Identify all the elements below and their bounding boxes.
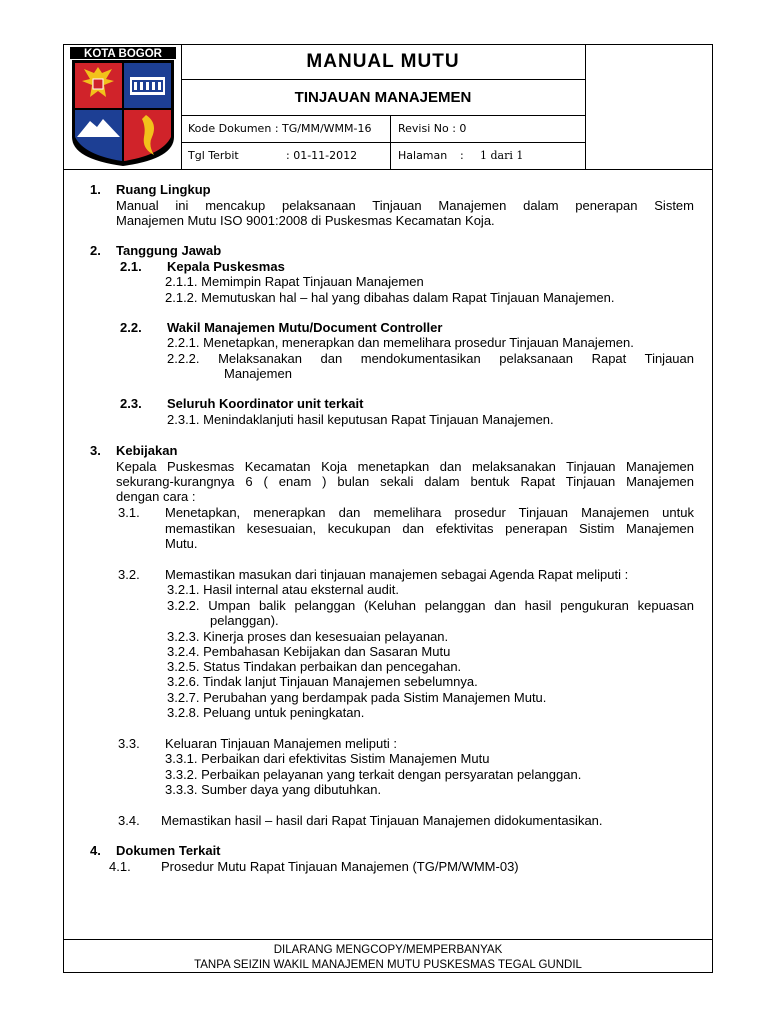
section-title: Dokumen Terkait xyxy=(116,843,221,858)
list-number: 3.2. xyxy=(118,567,140,582)
list-item: 3.2.3. Kinerja proses dan kesesuaian pelayanan. xyxy=(167,629,449,644)
list-item: Keluaran Tinjauan Manajemen meliputi : xyxy=(165,736,397,751)
tgl-value: : 01-11-2012 xyxy=(286,149,358,162)
list-item-continuation: Mutu. xyxy=(165,536,198,551)
document-body xyxy=(64,169,712,939)
section-number: 1. xyxy=(90,182,101,197)
kode-value: : TG/MM/WMM-16 xyxy=(274,122,372,135)
subsection-number: 2.2. xyxy=(120,320,142,335)
section-title: Kebijakan xyxy=(116,443,178,458)
halaman xyxy=(391,143,585,170)
list-item: 3.2.8. Peluang untuk peningkatan. xyxy=(167,705,365,720)
footer-line-2: TANPA SEIZIN WAKIL MANAJEMEN MUTU PUSKESMAS TEGAL GUNDIL xyxy=(194,959,582,971)
meta-row-1 xyxy=(181,116,585,143)
logo-text: KOTA BOGOR xyxy=(84,48,162,60)
kode-label: Kode Dokumen xyxy=(188,122,272,135)
tgl-label: Tgl Terbit xyxy=(188,149,239,162)
list-item: 3.3.2. Perbaikan pelayanan yang terkait dengan persyaratan pelanggan. xyxy=(165,767,582,782)
list-item: 3.2.5. Status Tindakan perbaikan dan pencegahan. xyxy=(167,659,462,674)
meta-row-2 xyxy=(181,143,585,170)
list-item: Prosedur Mutu Rapat Tinjauan Manajemen (TG/PM/WMM-03) xyxy=(161,859,519,874)
document-frame xyxy=(63,44,713,973)
list-item: Memastikan hasil – hasil dari Rapat Tinjauan Manajemen didokumentasikan. xyxy=(161,813,603,828)
halaman-value: 1 dari 1 xyxy=(480,149,524,162)
list-item: 3.2.2. Umpan balik pelanggan (Keluhan pelanggan dan hasil pengukuran kepuasan xyxy=(167,598,694,613)
section-number: 4. xyxy=(90,843,101,858)
list-item: 2.1.1. Memimpin Rapat Tinjauan Manajemen xyxy=(165,274,424,289)
kota-bogor-logo xyxy=(64,45,181,169)
title-cell xyxy=(181,45,586,169)
list-item: Menetapkan, menerapkan dan memelihara prosedur Tinjauan Manajemen untuk xyxy=(165,505,694,520)
halaman-label: Halaman xyxy=(398,149,448,162)
list-item: 2.2.2. Melaksanakan dan mendokumentasikan pelaksanaan Rapat Tinjauan xyxy=(167,351,694,366)
subsection-title: Seluruh Koordinator unit terkait xyxy=(167,396,364,411)
subsection-title: Kepala Puskesmas xyxy=(167,259,285,274)
section-title: Ruang Lingkup xyxy=(116,182,211,197)
logo-cell xyxy=(64,45,182,169)
list-item: 3.3.3. Sumber daya yang dibutuhkan. xyxy=(165,782,382,797)
list-item-continuation: pelanggan). xyxy=(210,613,279,628)
document-type-title: MANUAL MUTU xyxy=(181,45,585,80)
paragraph-line: sekurang-kurangnya 6 ( enam ) bulan sekali dalam bentuk Rapat Tinjauan Manajemen xyxy=(116,474,694,489)
section-title: Tanggung Jawab xyxy=(116,243,222,258)
paragraph-line: Manual ini mencakup pelaksanaan Tinjauan Manajemen dalam penerapan Sistem xyxy=(116,198,694,213)
tgl-terbit xyxy=(181,143,391,170)
list-number: 3.1. xyxy=(118,505,140,520)
list-item: 3.2.4. Pembahasan Kebijakan dan Sasaran Mutu xyxy=(167,644,451,659)
section-number: 3. xyxy=(90,443,101,458)
list-number: 3.4. xyxy=(118,813,140,828)
list-item-continuation: memastikan kesesuaian, kecukupan dan efektivitas penerapan Sistim Manajemen xyxy=(165,521,694,536)
subsection-number: 2.3. xyxy=(120,396,142,411)
revisi-no: Revisi No : 0 xyxy=(398,122,467,135)
list-item: 2.3.1. Menindaklanjuti hasil keputusan Rapat Tinjauan Manajemen. xyxy=(167,412,554,427)
halaman-sep: : xyxy=(460,149,464,162)
paragraph-line: dengan cara : xyxy=(116,489,196,504)
list-number: 4.1. xyxy=(109,859,131,874)
list-item-continuation: Manajemen xyxy=(224,366,292,381)
list-item: 3.2.1. Hasil internal atau eksternal audit. xyxy=(167,582,399,597)
subsection-title: Wakil Manajemen Mutu/Document Controller xyxy=(167,320,443,335)
list-item: 3.3.1. Perbaikan dari efektivitas Sistim Manajemen Mutu xyxy=(165,751,490,766)
list-item: Memastikan masukan dari tinjauan manajemen sebagai Agenda Rapat meliputi : xyxy=(165,567,629,582)
paragraph-line: Kepala Puskesmas Kecamatan Koja menetapkan dan melaksanakan Tinjauan Manajemen xyxy=(116,459,694,474)
list-item: 2.2.1. Menetapkan, menerapkan dan memelihara prosedur Tinjauan Manajemen. xyxy=(167,335,634,350)
footer-line-1: DILARANG MENGCOPY/MEMPERBANYAK xyxy=(273,944,503,956)
kode-dokumen xyxy=(181,116,391,142)
document-subject-title: TINJAUAN MANAJEMEN xyxy=(181,80,585,116)
subsection-number: 2.1. xyxy=(120,259,142,274)
section-number: 2. xyxy=(90,243,101,258)
list-item: 2.1.2. Memutuskan hal – hal yang dibahas dalam Rapat Tinjauan Manajemen. xyxy=(165,290,615,305)
list-number: 3.3. xyxy=(118,736,140,751)
list-item: 3.2.6. Tindak lanjut Tinjauan Manajemen sebelumnya. xyxy=(167,674,478,689)
paragraph-line: Manajemen Mutu ISO 9001:2008 di Puskesmas Kecamatan Koja. xyxy=(116,213,495,228)
document-header xyxy=(64,45,712,170)
list-item: 3.2.7. Perubahan yang berdampak pada Sistim Manajemen Mutu. xyxy=(167,690,547,705)
document-footer xyxy=(64,939,712,973)
